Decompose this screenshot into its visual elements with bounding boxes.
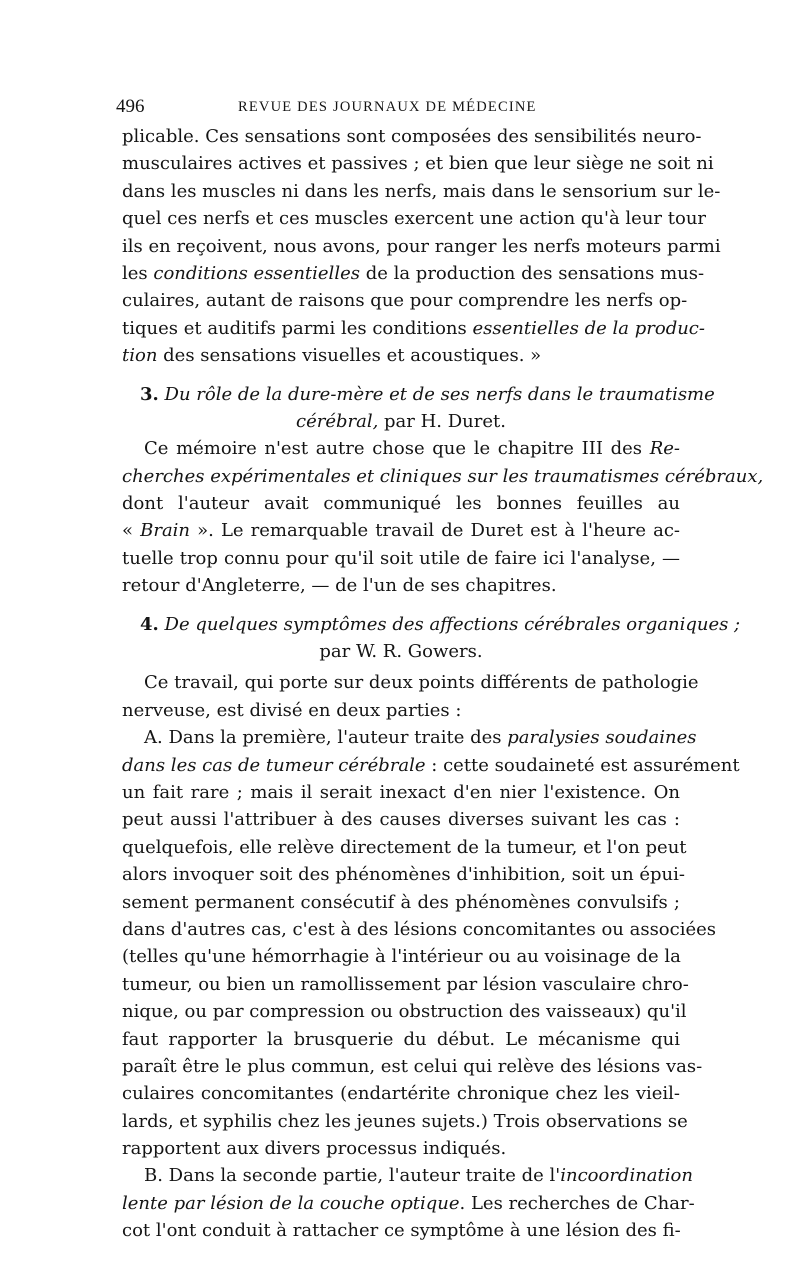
section-4-number: 4. — [140, 613, 159, 635]
section-4-heading — [122, 611, 741, 666]
italic-text: Brain — [140, 520, 191, 542]
italic-text: tion — [122, 345, 158, 367]
text-line: Ce travail, qui porte sur deux points différents de pathologie — [144, 672, 699, 694]
text-line: faut rapporter la brusquerie du début. Le mécanisme qui — [122, 1028, 680, 1050]
text-line: tiques et auditifs parmi les conditions essentielles de la produc- — [122, 317, 705, 339]
text-line: nerveuse, est divisé en deux parties : — [122, 699, 462, 721]
section-4-title-line-2: par W. R. Gowers. — [319, 641, 483, 663]
text-line: lente par lésion de la couche optique. Les recherches de Char- — [122, 1192, 695, 1214]
italic-text: essentielles de la produc- — [472, 317, 705, 339]
italic-text: Re- — [649, 438, 680, 460]
paragraph-continuation — [122, 123, 721, 370]
section-3-title-line-1 — [122, 381, 715, 408]
text-line: cot l'ont conduit à rattacher ce symptôme à une lésion des fi- — [122, 1220, 681, 1242]
text-line: dans d'autres cas, c'est à des lésions concomitantes ou associées — [122, 918, 717, 940]
text-line: tumeur, ou bien un ramollissement par lésion vasculaire chro- — [122, 973, 689, 995]
italic-text: conditions essentielles — [153, 262, 360, 284]
text-line: ils en reçoivent, nous avons, pour ranger les nerfs moteurs parmi — [122, 235, 721, 257]
paragraph-gowers-intro — [122, 669, 699, 724]
text-line: alors invoquer soit des phénomènes d'inhibition, soit un épui- — [122, 864, 685, 886]
text-line — [122, 463, 764, 490]
text-line: (telles qu'une hémorrhagie à l'intérieur ou au voisinage de la — [122, 946, 681, 968]
section-3-number: 3. — [140, 383, 159, 405]
text-line: rapportent aux divers processus indiqués. — [122, 1138, 507, 1160]
page-header — [112, 96, 677, 120]
paragraph-part-b — [122, 1162, 695, 1244]
text-line: B. Dans la seconde partie, l'auteur traite de l'incoordination — [144, 1165, 693, 1187]
text-line: culaires concomitantes (endartérite chronique chez les vieil- — [122, 1083, 680, 1105]
text-line: un fait rare ; mais il serait inexact d'en nier l'existence. On — [122, 781, 680, 803]
text-line: nique, ou par compression ou obstruction des vaisseaux) qu'il — [122, 1001, 687, 1023]
text-line: dans les cas de tumeur cérébrale : cette soudaineté est assurément — [122, 754, 740, 776]
section-3-title-end: cérébral, — [295, 410, 379, 432]
text-line: A. Dans la première, l'auteur traite des paralysies soudaines — [144, 727, 697, 749]
italic-text: incoordination — [560, 1165, 693, 1187]
text-line: retour d'Angleterre, — de l'un de ses chapitres. — [122, 575, 557, 597]
section-3-title-line-2 — [122, 408, 680, 435]
text-line: musculaires actives et passives ; et bien que leur siège ne soit ni — [122, 153, 714, 175]
section-3-heading — [122, 381, 715, 436]
text-line: culaires, autant de raisons que pour comprendre les nerfs op- — [122, 290, 688, 312]
page-body — [122, 123, 764, 1245]
italic-text: dans les cas de tumeur cérébrale — [122, 754, 426, 776]
section-4-title-text: De quelques symptômes des affections cérébrales organiques ; — [164, 613, 741, 635]
text-line: sement permanent consécutif à des phénomènes convulsifs ; — [122, 891, 680, 913]
text-line: plicable. Ces sensations sont composées des sensibilités neuro- — [122, 126, 702, 147]
section-3-author: par H. Duret. — [378, 410, 506, 432]
section-3-title-text: Du rôle de la dure-mère et de ses nerfs dans le traumatisme — [164, 383, 715, 405]
text-line: quelquefois, elle relève directement de la tumeur, et l'on peut — [122, 836, 687, 858]
text-line: « Brain ». Le remarquable travail de Duret est à l'heure ac- — [122, 520, 680, 542]
text-line: dont l'auteur avait communiqué les bonnes feuilles au — [122, 493, 680, 515]
text-line: quel ces nerfs et ces muscles exercent une action qu'à leur tour — [122, 208, 707, 230]
text-line: tuelle trop connu pour qu'il soit utile de faire ici l'analyse, — — [122, 547, 680, 569]
italic-text: cherches expérimentales et cliniques sur les traumatismes cérébraux, — [122, 465, 764, 487]
italic-text: lente par lésion de la couche optique — [122, 1192, 460, 1214]
text-line: les conditions essentielles de la production des sensations mus- — [122, 262, 705, 284]
text-line: paraît être le plus commun, est celui qui relève des lésions vas- — [122, 1055, 703, 1077]
page-number: 496 — [116, 96, 145, 117]
text-line: lards, et syphilis chez les jeunes sujets.) Trois observations se — [122, 1110, 688, 1132]
text-line: tion des sensations visuelles et acoustiques. » — [122, 345, 542, 367]
paragraph-duret — [122, 435, 764, 599]
text-line: dans les muscles ni dans les nerfs, mais dans le sensorium sur le- — [122, 180, 721, 202]
text-line: Ce mémoire n'est autre chose que le chapitre III des Re- — [144, 438, 680, 460]
section-4-title-line-1 — [122, 611, 741, 638]
running-title: REVUE DES JOURNAUX DE MÉDECINE — [238, 99, 537, 115]
text-line: peut aussi l'attribuer à des causes diverses suivant les cas : — [122, 809, 680, 831]
italic-text: paralysies soudaines — [507, 727, 697, 749]
paragraph-part-a — [122, 724, 740, 1162]
